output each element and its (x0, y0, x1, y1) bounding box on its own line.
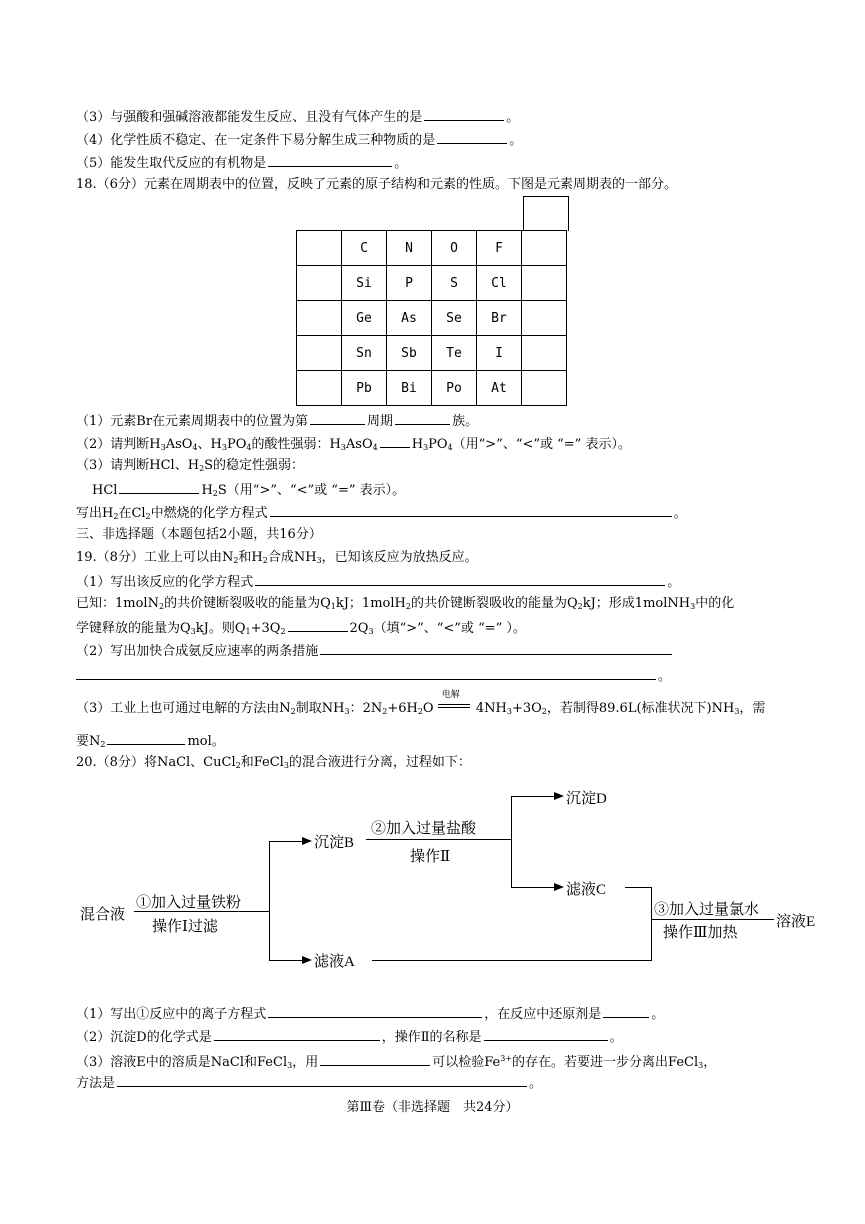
answer-blank[interactable] (603, 1004, 649, 1018)
charge-superscript: 3+ (500, 1054, 513, 1063)
q20-part3-text: 的存在。若要进一步分离出FeCl (512, 1055, 699, 1070)
period: 。 (509, 133, 523, 148)
periodic-table-row (297, 336, 567, 371)
q19-known: 已知：1molN$_2$的共价键断裂吸收的能量为$Q_1kJ$；1molH$_2$的共价键断裂吸收的能量为$Q_2kJ$；形成1molNH$_3$中的化 (76, 596, 735, 611)
period: 。 (609, 1030, 623, 1045)
q18-part3-text: （3）请判断HCl、H (76, 458, 200, 473)
element-s: S (432, 266, 477, 301)
q18-part3-compare: HCl $H_2S$（用“>”、“<”或 “=” 表示）。 (92, 480, 405, 503)
arrow-head-a (302, 956, 312, 964)
join-line (651, 887, 652, 961)
period: 。 (651, 1007, 665, 1022)
node-filtrate-a: 滤液A (314, 954, 355, 970)
q20-part1-text: ，在反应中还原剂是 (484, 1007, 602, 1022)
empty-cell (297, 231, 342, 266)
answer-blank[interactable] (288, 618, 348, 632)
answer-blank[interactable] (107, 731, 185, 745)
q20-method-label: 方法是 (76, 1076, 116, 1091)
empty-cell (522, 231, 567, 266)
q17-part3-text: （3）与强酸和强碱溶液都能发生反应、且没有气体产生的是 (76, 110, 423, 125)
answer-blank[interactable] (268, 153, 392, 167)
empty-cell (522, 371, 567, 406)
period: 。 (667, 575, 681, 590)
period: 。 (673, 506, 687, 521)
c-join-line (625, 887, 652, 888)
periodic-table-row (297, 301, 567, 336)
answer-blank[interactable] (76, 666, 656, 680)
h2s-label: H (201, 483, 213, 498)
electrolysis-arrow (438, 690, 472, 712)
element-ge: Ge (342, 301, 387, 336)
q19-part2-text: （2）写出加快合成氨反应速率的两条措施 (76, 644, 319, 659)
node-precipitate-d: 沉淀D (566, 791, 607, 807)
electrolysis-condition: 电解 (441, 690, 460, 700)
empty-cell (297, 371, 342, 406)
q17-part4 (76, 130, 522, 150)
q20-part3-text: 可以检验Fe (432, 1055, 501, 1070)
periodic-table-row (297, 231, 567, 266)
q19-part3-text: +6H (387, 701, 418, 716)
q18-part4-text: 中燃烧的化学方程式 (150, 506, 268, 521)
q19-intro-text: ，已知该反应为放热反应。 (321, 550, 478, 565)
q19-known-text: （填“>”、“<”或 “=” ）。 (373, 621, 526, 636)
q19-known-text: 学键释放的能量为Q (76, 621, 191, 636)
q19-part3-text: ：2N (349, 701, 383, 716)
q19-part3-text: ，若制得89.6L(标准状况下)NH (546, 701, 735, 716)
arrow-to-d-line (511, 796, 557, 797)
element-o: O (432, 231, 477, 266)
q20-part3: （3）溶液E中的溶质是NaCl和FeCl$_3$，用 可以检验$Fe^{3+}$的存在。若要进一步分离出FeCl$_3$， (76, 1054, 717, 1070)
arrow-head-d (554, 792, 564, 800)
q19-intro-text: 19.（8分）工业上可以由N (76, 550, 234, 565)
q19-part3-line2: 要$N_2$ mol。 (76, 731, 225, 754)
q18-part3-text: S的稳定性强弱： (204, 458, 305, 473)
q20-part3-text: ， (703, 1055, 717, 1070)
q19-known-2: 学键释放的能量为$Q_3kJ$。则$Q_1+3Q_2$ $2Q_3$（填“>”、“<”或 “=” ）。 (76, 618, 526, 641)
q18-part1-period-label: 周期 (367, 414, 394, 429)
answer-blank[interactable] (424, 107, 504, 121)
element-sn: Sn (342, 336, 387, 371)
element-c: C (342, 231, 387, 266)
step3-operation: 操作Ⅲ加热 (663, 925, 738, 941)
element-i: I (477, 336, 522, 371)
q17-part5-text: （5）能发生取代反应的有机物是 (76, 156, 267, 171)
arrow-head-c (554, 883, 564, 891)
period: 。 (658, 669, 672, 684)
arrow-to-c-line (511, 887, 557, 888)
q20-part1 (76, 1004, 664, 1024)
step2-operation: 操作Ⅱ (410, 849, 451, 865)
q18-part1-group-label: 族。 (452, 414, 479, 429)
element-p: P (387, 266, 432, 301)
answer-blank[interactable] (119, 480, 199, 494)
node-precipitate-b: 沉淀B (314, 835, 355, 851)
q19-part3-text: 制取NH (295, 701, 345, 716)
node-mixture: 混合液 (80, 907, 126, 923)
q19-part3-text: 4NH (475, 701, 507, 716)
q19-part3-text: O (422, 701, 434, 716)
q19-part3-text: ，需 (739, 701, 766, 716)
element-at: At (477, 371, 522, 406)
section-footer: 第Ⅲ卷（非选择题 共24分） (346, 1100, 519, 1115)
q18-part1 (76, 411, 478, 431)
q19-part3-text: 要N (76, 734, 101, 749)
q20-intro: 20.（8分）将NaCl、CuCl$_2$和FeCl$_3$的混合液进行分离，过程如下： (76, 755, 471, 770)
q18-part4-text: 在Cl (118, 506, 146, 521)
q18-part2-text: AsO (165, 437, 193, 452)
answer-blank[interactable] (117, 1073, 527, 1087)
q20-part3-text: ，用 (292, 1055, 319, 1070)
q20-part2-text: ，操作Ⅱ的名称是 (381, 1030, 482, 1045)
answer-blank[interactable] (255, 572, 665, 586)
q18-part1-text: （1）元素Br在元素周期表中的位置为第 (76, 414, 309, 429)
q18-part2-text: H (411, 437, 424, 452)
answer-blank[interactable] (484, 1027, 608, 1041)
q19-known-text: +3Q (250, 621, 281, 636)
q19-part3-text: mol。 (187, 734, 225, 749)
q19-known-text: 中的化 (695, 596, 735, 611)
q18-part2-text: PO (226, 437, 247, 452)
answer-blank[interactable] (268, 1004, 482, 1018)
period: 。 (394, 156, 408, 171)
q18-part2-text: 的酸性强弱：H (251, 437, 341, 452)
periodic-table-row (297, 371, 567, 406)
q17-part4-text: （4）化学性质不稳定、在一定条件下易分解生成三种物质的是 (76, 133, 436, 148)
q19-known-text: 2Q (349, 621, 369, 636)
q19-part3: （3）工业上也可通过电解的方法由$N_2$制取$NH_3$：$2N_2+6H_2O$ 电解 $4NH_3+3O_2$，若制得89.6L(标准状况下)$NH_3$，需 (76, 698, 765, 721)
q19-part1 (76, 572, 680, 592)
answer-blank[interactable] (395, 411, 450, 425)
answer-blank[interactable] (437, 130, 507, 144)
q18-part3-text: S（用“>”、“<”或 “=” 表示）。 (217, 483, 406, 498)
step3-line (652, 919, 774, 920)
q18-part2-text: （2）请判断H (76, 437, 161, 452)
element-n: N (387, 231, 432, 266)
element-sb: Sb (387, 336, 432, 371)
q19-intro-text: 合成NH (267, 550, 317, 565)
empty-cell (297, 336, 342, 371)
q19-known-text: 已知：1molN (76, 596, 159, 611)
branch-line-2 (511, 796, 512, 888)
element-bi: Bi (387, 371, 432, 406)
q18-part2-text: （用“>”、“<”或 “=” 表示）。 (452, 437, 631, 452)
empty-cell (522, 266, 567, 301)
a-join-line (372, 960, 652, 961)
step1-condition: ①加入过量铁粉 (136, 895, 242, 911)
element-si: Si (342, 266, 387, 301)
answer-blank[interactable] (214, 1027, 380, 1041)
q20-part3-text: （3）溶液E中的溶质是NaCl和FeCl (76, 1055, 288, 1070)
element-se: Se (432, 301, 477, 336)
q19-part3-text: （3）工业上也可通过电解的方法由N (76, 701, 291, 716)
empty-cell (297, 266, 342, 301)
section-3-heading: 三、非选择题（本题包括2小题，共16分） (76, 527, 322, 542)
arrow-head-b (302, 837, 312, 845)
q20-part3-method (76, 1073, 542, 1093)
step1-operation: 操作Ⅰ过滤 (152, 919, 218, 935)
periodic-table-top-cell (523, 196, 569, 231)
q19-known-text: kJ；形成1molNH (582, 596, 691, 611)
q19-part1-text: （1）写出该反应的化学方程式 (76, 575, 254, 590)
q18-part2-text: 、H (197, 437, 222, 452)
q20-intro-text: 和FeCl (240, 755, 284, 770)
q18-part4: 写出$H_2$在$Cl_2$中燃烧的化学方程式 。 (76, 503, 687, 526)
node-filtrate-c: 滤液C (566, 882, 607, 898)
element-as: As (387, 301, 432, 336)
empty-cell (522, 336, 567, 371)
branch-line-1 (269, 841, 270, 961)
q20-intro-text: 的混合液进行分离，过程如下： (288, 755, 471, 770)
q19-known-text: 的共价键断裂吸收的能量为Q (164, 596, 331, 611)
q18-part2-text: PO (428, 437, 448, 452)
periodic-table-row (297, 266, 567, 301)
empty-cell (297, 301, 342, 336)
arrow-to-a-line (269, 960, 305, 961)
answer-blank[interactable] (320, 641, 672, 655)
element-f: F (477, 231, 522, 266)
q19-part2-line2 (76, 666, 671, 686)
period: 。 (506, 110, 520, 125)
answer-blank[interactable] (320, 1052, 430, 1066)
q19-known-text: kJ；1molH (335, 596, 406, 611)
q19-part2 (76, 641, 674, 661)
element-te: Te (432, 336, 477, 371)
periodic-table (296, 230, 567, 406)
q19-known-text: 的共价键断裂吸收的能量为Q (410, 596, 578, 611)
q20-part2-text: （2）沉淀D的化学式是 (76, 1030, 212, 1045)
q17-part5 (76, 153, 407, 173)
q18-part4-text: 写出H (76, 506, 114, 521)
element-po: Po (432, 371, 477, 406)
element-pb: Pb (342, 371, 387, 406)
q20-intro-text: 20.（8分）将NaCl、CuCl (76, 755, 236, 770)
node-solution-e: 溶液E (776, 914, 816, 930)
step2-line (366, 839, 512, 840)
arrow-to-b-line (269, 841, 305, 842)
q19-intro-text: 和H (238, 550, 263, 565)
element-cl: Cl (477, 266, 522, 301)
answer-blank[interactable] (380, 434, 410, 448)
step3-condition: ③加入过量氯水 (654, 902, 760, 918)
q18-part2-text: AsO (345, 437, 373, 452)
q18-intro: 18.（6分）元素在周期表中的位置，反映了元素的原子结构和元素的性质。下图是元素周期表的一部分。 (76, 177, 677, 192)
q19-intro: 19.（8分）工业上可以由$N_2$和$H_2$合成$NH_3$，已知该反应为放热反应。 (76, 550, 478, 565)
element-br: Br (477, 301, 522, 336)
q20-part1-text: （1）写出①反应中的离子方程式 (76, 1007, 267, 1022)
hcl-label: HCl (92, 483, 118, 498)
q17-part3 (76, 107, 519, 127)
q18-part2: （2）请判断$H_3AsO_4$、$H_3PO_4$的酸性强弱：$H_3AsO_4$ $H_3PO_4$（用“>”、“<”或 “=” 表示）。 (76, 434, 631, 457)
period: 。 (529, 1076, 543, 1091)
answer-blank[interactable] (310, 411, 365, 425)
q20-part2 (76, 1027, 623, 1047)
q18-part3: （3）请判断HCl、$H_2S$的稳定性强弱： (76, 458, 305, 473)
step1-line (134, 911, 270, 912)
answer-blank[interactable] (270, 503, 672, 517)
step2-condition: ②加入过量盐酸 (371, 821, 477, 837)
q19-part3-text: +3O (511, 701, 542, 716)
empty-cell (522, 301, 567, 336)
q19-known-text: kJ。则Q (195, 621, 246, 636)
